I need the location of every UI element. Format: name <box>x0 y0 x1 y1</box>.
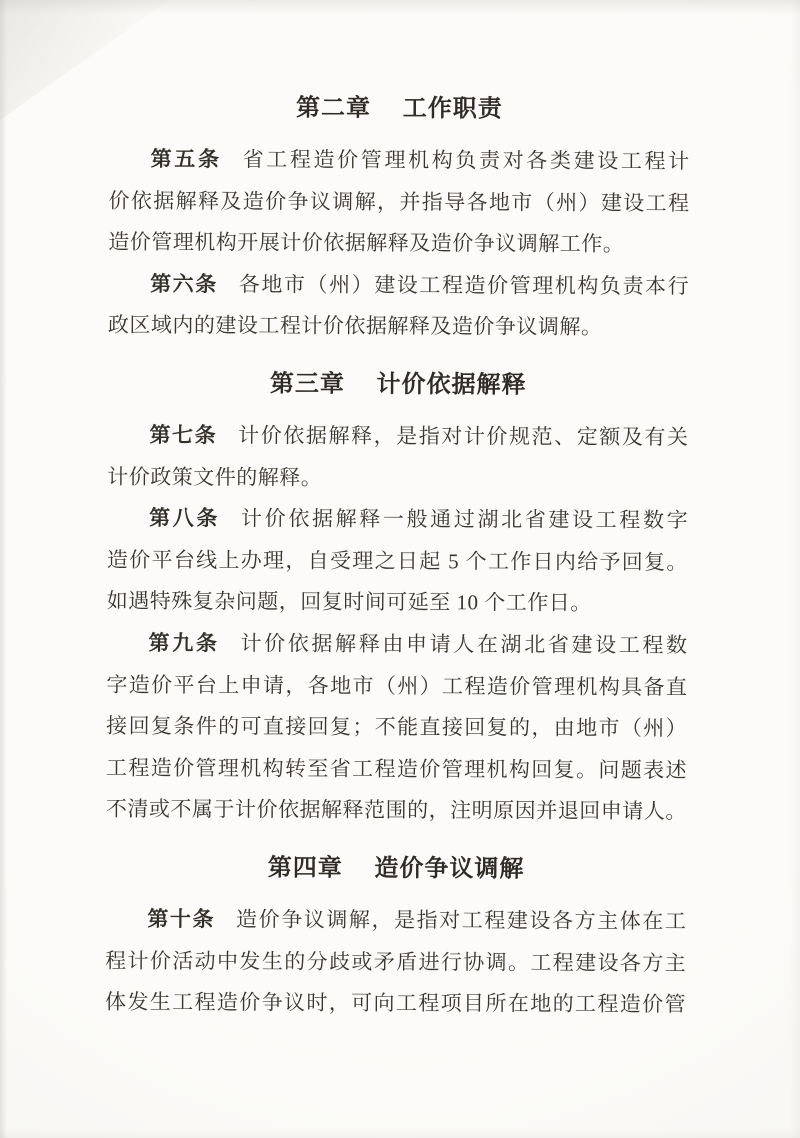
paragraph-line: 工程造价管理机构转至省工程造价管理机构回复。问题表述 <box>105 755 688 782</box>
article-label: 第五条 <box>150 146 222 172</box>
document-content <box>105 87 690 1026</box>
article-paragraph <box>106 623 688 834</box>
article-label: 第十条 <box>147 906 216 932</box>
paragraph-line: 程计价活动中发生的分歧或矛盾进行协调。工程建设各方主 <box>105 948 687 975</box>
paragraph-line: 字造价平台上申请，各地市（州）工程造价管理机构具备直 <box>106 672 688 699</box>
paragraph-line: 接回复条件的可直接回复；不能直接回复的，由地市（州） <box>106 713 688 741</box>
chapter-heading <box>108 363 689 408</box>
chapter-section-4 <box>105 847 687 1026</box>
chapter-title: 造价争议调解 <box>374 854 525 883</box>
paragraph-line <box>107 498 688 542</box>
paragraph-line <box>105 899 686 943</box>
chapter-heading <box>109 87 690 132</box>
chapter-number: 第二章 <box>296 94 372 122</box>
paragraph-line: 政区域内的建设工程计价依据解释及造价争议调解。 <box>107 313 603 340</box>
chapter-title: 工作职责 <box>402 95 503 123</box>
paragraph-line: 造价管理机构开展计价依据解释及造价争议调解工作。 <box>108 229 625 257</box>
paragraph-line <box>106 623 687 667</box>
article-label: 第九条 <box>148 630 220 656</box>
line-text: 计价依据解释，是指对计价规范、定额及有关 <box>238 423 689 450</box>
article-label: 第八条 <box>149 506 221 531</box>
paragraph-line: 体发生工程造价争议时，可向工程项目所在地的工程造价管 <box>104 989 687 1017</box>
chapter-heading <box>106 847 687 892</box>
paragraph-line: 不清或不属于计价依据解释范围的，注明原因并退回申请人。 <box>105 797 687 824</box>
line-text: 省工程造价管理机构负责对各类建设工程计 <box>242 147 690 174</box>
chapter-number: 第四章 <box>267 854 343 882</box>
paragraph-line: 造价平台线上办理，自受理之日起 5 个工作日内给予回复。 <box>106 547 688 575</box>
paragraph-line: 如遇特殊复杂问题，回复时间可延至 10 个工作日。 <box>106 589 592 616</box>
chapter-title: 计价依据解释 <box>376 370 527 399</box>
article-paragraph <box>105 899 687 1026</box>
article-paragraph <box>107 498 689 625</box>
article-label: 第七条 <box>149 422 218 448</box>
paragraph-line: 计价政策文件的解释。 <box>107 464 323 490</box>
line-text: 各地市（州）建设工程造价管理机构负责本行 <box>238 272 690 299</box>
chapter-section-3 <box>106 363 689 833</box>
line-text: 计价依据解释一般通过湖北省建设工程数字 <box>241 506 689 533</box>
paragraph-line <box>108 264 689 308</box>
paragraph-line <box>109 139 690 183</box>
article-label: 第六条 <box>150 271 218 296</box>
article-paragraph <box>108 264 689 350</box>
chapter-section-2 <box>108 87 690 350</box>
article-paragraph <box>108 139 690 266</box>
article-paragraph <box>107 415 688 501</box>
paragraph-line: 价依据解释及造价争议调解，并指导各地市（州）建设工程 <box>108 188 690 215</box>
line-text: 计价依据解释由申请人在湖北省建设工程数 <box>240 631 688 658</box>
line-text: 造价争议调解，是指对工程建设各方主体在工 <box>236 907 687 934</box>
paragraph-line <box>107 415 688 459</box>
chapter-number: 第三章 <box>269 370 345 398</box>
